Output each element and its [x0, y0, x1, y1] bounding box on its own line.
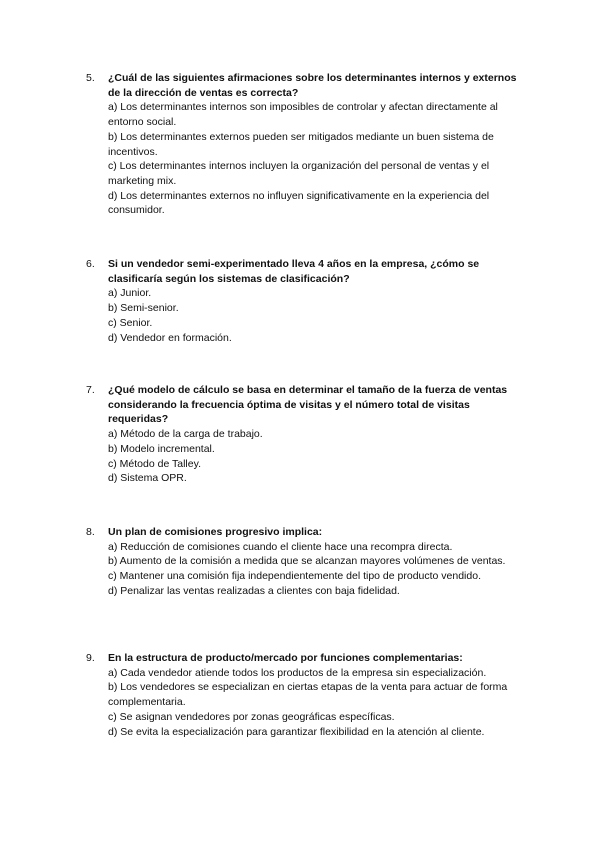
- question-number: 7.: [86, 384, 95, 396]
- question-text: ¿Cuál de las siguientes afirmaciones sobre los determinantes internos y externos de la dirección de ventas es correcta?: [108, 72, 517, 99]
- option-d: d) Sistema OPR.: [108, 472, 187, 485]
- option-d: d) Se evita la especialización para garantizar flexibilidad en la atención al cliente.: [108, 725, 485, 738]
- option-b: b) Los vendedores se especializan en ciertas etapas de la venta para actuar de forma complementaria.: [108, 681, 508, 709]
- question-number: 6.: [86, 258, 95, 270]
- question-text: Un plan de comisiones progresivo implica:: [108, 526, 323, 538]
- question-9: [86, 651, 526, 739]
- option-c: c) Método de Talley.: [108, 457, 201, 470]
- answer-options: [108, 666, 526, 740]
- option-c: c) Se asignan vendedores por zonas geográficas específicas.: [108, 710, 395, 723]
- option-d: d) Penalizar las ventas realizadas a clientes con baja fidelidad.: [108, 584, 400, 597]
- question-text: En la estructura de producto/mercado por funciones complementarias:: [108, 652, 463, 664]
- question-8: [86, 525, 526, 599]
- question-6: [86, 257, 526, 345]
- question-7: [86, 383, 526, 486]
- option-a: a) Los determinantes internos son imposibles de controlar y afectan directamente al entorno social.: [108, 101, 498, 129]
- option-b: b) Los determinantes externos pueden ser mitigados mediante un buen sistema de incentivos.: [108, 130, 494, 158]
- answer-options: [108, 540, 526, 599]
- question-number: 8.: [86, 526, 95, 538]
- option-a: a) Cada vendedor atiende todos los productos de la empresa sin especialización.: [108, 666, 487, 679]
- option-b: b) Semi-senior.: [108, 302, 179, 315]
- question-5: [86, 71, 526, 218]
- question-number: 5.: [86, 72, 95, 84]
- answer-options: [108, 427, 526, 486]
- option-c: c) Senior.: [108, 316, 153, 329]
- answer-options: [108, 100, 526, 218]
- question-text: ¿Qué modelo de cálculo se basa en determinar el tamaño de la fuerza de ventas considerando la frecuencia óptima de visitas y el número total de visitas requeridas?: [108, 384, 508, 426]
- answer-options: [108, 286, 526, 345]
- question-text: Si un vendedor semi-experimentado lleva 4 años en la empresa, ¿cómo se clasificaría según los sistemas de clasificación?: [108, 258, 480, 285]
- option-b: b) Aumento de la comisión a medida que se alcanzan mayores volúmenes de ventas.: [108, 555, 506, 568]
- option-a: a) Reducción de comisiones cuando el cliente hace una recompra directa.: [108, 540, 453, 553]
- option-b: b) Modelo incremental.: [108, 442, 215, 455]
- question-number: 9.: [86, 652, 95, 664]
- option-a: a) Método de la carga de trabajo.: [108, 428, 263, 441]
- option-c: c) Mantener una comisión fija independientemente del tipo de producto vendido.: [108, 570, 481, 583]
- option-d: d) Vendedor en formación.: [108, 331, 232, 344]
- option-a: a) Junior.: [108, 287, 152, 300]
- option-c: c) Los determinantes internos incluyen la organización del personal de ventas y el marketing mix.: [108, 160, 490, 187]
- option-d: d) Los determinantes externos no influyen significativamente en la experiencia del consumidor.: [108, 189, 490, 217]
